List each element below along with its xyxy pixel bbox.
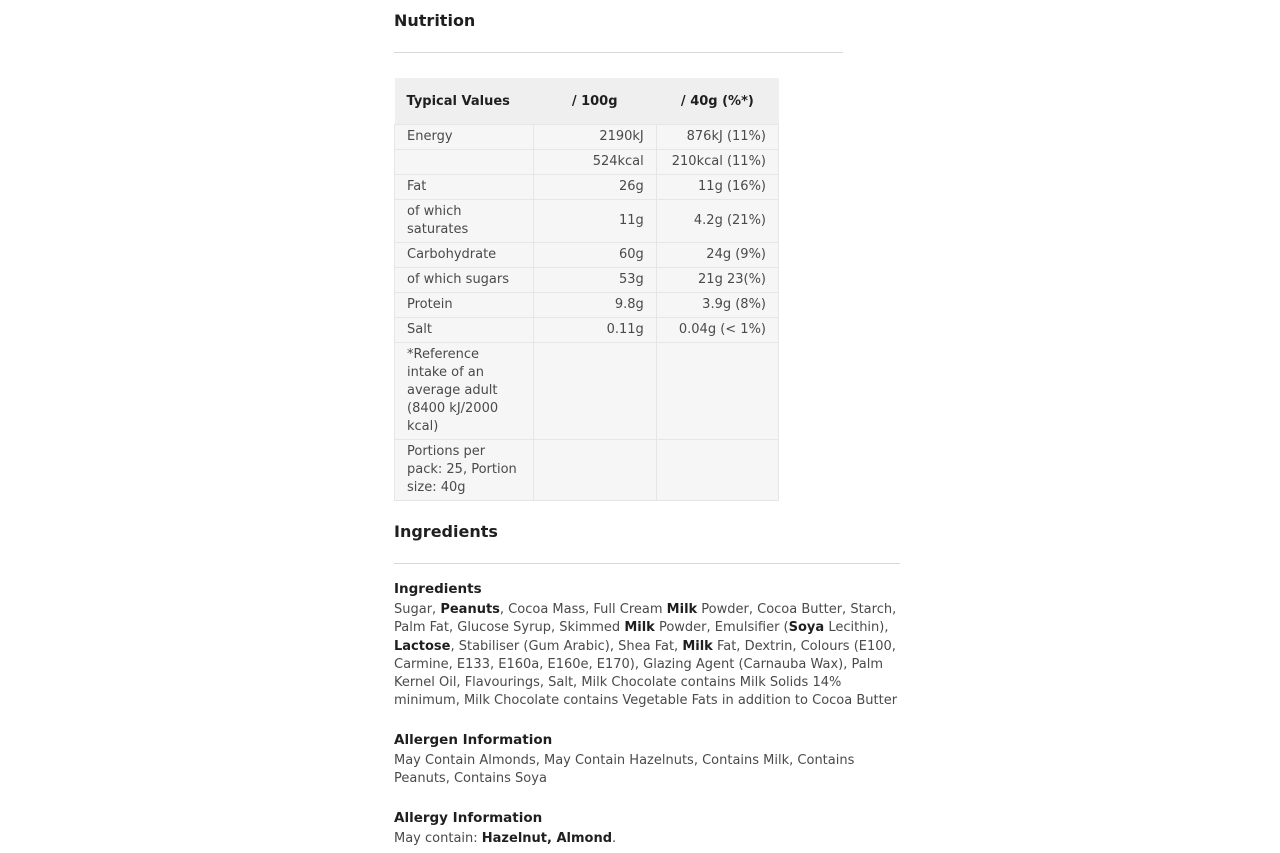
row-per-portion: 11g (16%) — [656, 175, 778, 200]
allergen-text: May Contain Almonds, May Contain Hazelnuts, Contains Milk, Contains Peanuts, Contains Soya — [394, 753, 855, 787]
row-per-100g: 53g — [533, 268, 656, 293]
ingredient-text-segment: Powder, Emulsifier ( — [654, 620, 789, 636]
allergy-prefix: May contain: — [394, 831, 482, 846]
row-per-100g: 2190kJ — [533, 125, 656, 150]
header-per-portion: / 40g (%*) — [656, 78, 778, 125]
ingredient-text-segment: Powder, Cocoa Butter, Starch, Palm Fat, Glucose Syrup, Skimmed — [394, 602, 897, 636]
ingredients-block — [394, 581, 904, 711]
nutrition-title: Nutrition — [394, 11, 476, 30]
row-per-100g: 0.11g — [533, 318, 656, 343]
row-label: Portions per pack: 25, Portion size: 40g — [395, 440, 534, 501]
row-per-portion: 3.9g (8%) — [656, 293, 778, 318]
ingredient-allergen-highlight: Soya — [788, 620, 825, 636]
ingredient-allergen-highlight: Milk — [624, 620, 655, 636]
header-typical-values: Typical Values — [395, 78, 534, 125]
table-row — [395, 243, 779, 268]
ingredients-subtitle: Ingredients — [394, 581, 482, 597]
nutrition-divider — [394, 52, 843, 53]
row-per-portion: 876kJ (11%) — [656, 125, 778, 150]
row-per-100g: 60g — [533, 243, 656, 268]
table-row — [395, 343, 779, 440]
ingredients-text — [394, 601, 904, 711]
allergy-bold: Hazelnut, Almond — [481, 831, 613, 846]
row-label: Protein — [395, 293, 534, 318]
ingredient-allergen-highlight: Milk — [666, 602, 698, 617]
table-row — [395, 318, 779, 343]
row-per-portion: 24g (9%) — [656, 243, 778, 268]
row-per-portion: 4.2g (21%) — [656, 200, 778, 243]
ingredient-allergen-highlight: Peanuts — [440, 602, 500, 617]
table-row — [395, 200, 779, 243]
ingredient-text-segment: , Stabiliser (Gum Arabic), Shea Fat, — [450, 638, 683, 654]
row-label: Salt — [395, 318, 534, 343]
row-label: Carbohydrate — [395, 243, 534, 268]
table-row — [395, 268, 779, 293]
table-row — [395, 440, 779, 501]
row-label: Energy — [395, 125, 534, 150]
table-row — [395, 293, 779, 318]
nutrition-table-body — [395, 125, 779, 501]
row-per-100g — [533, 343, 656, 440]
row-label: of which saturates — [395, 200, 534, 243]
row-per-portion: 21g 23(%) — [656, 268, 778, 293]
allergen-block — [394, 732, 904, 789]
row-per-100g — [533, 440, 656, 501]
nutrition-table — [394, 78, 779, 501]
row-label: Fat — [395, 175, 534, 200]
allergy-suffix: . — [612, 831, 617, 846]
row-per-portion — [656, 343, 778, 440]
ingredient-text-segment: Fat, Dextrin, Colours (E100, Carmine, E133, E160a, E160e, E170), Glazing Agent (Carnauba Wax), Palm Kernel Oil, Flavourings, Salt, Milk Chocolate contains Milk Solids 14% minimum, Milk Chocolate contains Vegetable Fats in addition to Cocoa Butter — [394, 638, 898, 709]
header-per-100g: / 100g — [533, 78, 656, 125]
row-label — [395, 150, 534, 175]
ingredient-allergen-highlight: Lactose — [394, 638, 451, 654]
ingredient-text-segment: , Cocoa Mass, Full Cream — [499, 602, 667, 617]
row-per-portion: 0.04g (< 1%) — [656, 318, 778, 343]
ingredient-text-segment: Lecithin), — [824, 620, 889, 636]
allergy-title: Allergy Information — [394, 810, 543, 826]
table-row — [395, 150, 779, 175]
ingredients-divider — [394, 563, 900, 564]
table-row — [395, 175, 779, 200]
row-label: *Reference intake of an average adult (8400 kJ/2000 kcal) — [395, 343, 534, 440]
ingredient-text-segment: Sugar, — [394, 602, 441, 617]
allergy-text — [394, 830, 904, 848]
row-per-100g: 524kcal — [533, 150, 656, 175]
ingredient-allergen-highlight: Milk — [682, 638, 713, 654]
row-per-100g: 11g — [533, 200, 656, 243]
allergen-title: Allergen Information — [394, 732, 553, 748]
row-per-100g: 9.8g — [533, 293, 656, 318]
row-per-100g: 26g — [533, 175, 656, 200]
allergy-block — [394, 810, 904, 848]
table-row — [395, 125, 779, 150]
row-per-portion: 210kcal (11%) — [656, 150, 778, 175]
row-per-portion — [656, 440, 778, 501]
nutrition-header-row — [395, 78, 779, 125]
row-label: of which sugars — [395, 268, 534, 293]
ingredients-title: Ingredients — [394, 522, 498, 541]
